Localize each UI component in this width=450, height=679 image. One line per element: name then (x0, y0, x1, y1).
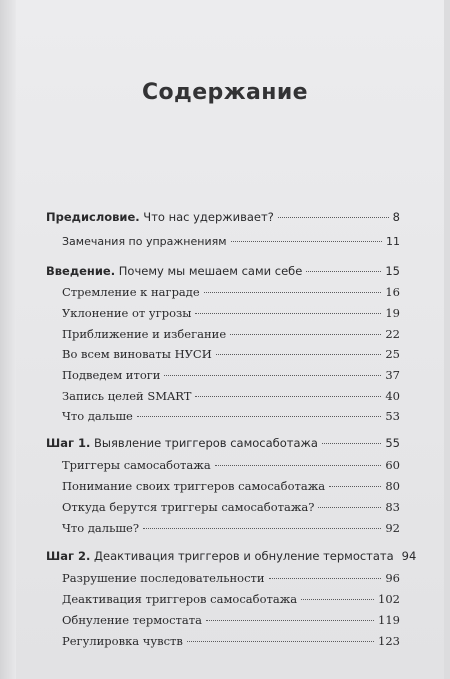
toc-entry-label-bold: Шаг 2. (46, 549, 91, 563)
dot-leader (215, 465, 382, 466)
toc-entry (62, 285, 400, 299)
toc-entry-label: Понимание своих триггеров самосаботажа (62, 479, 326, 493)
toc-page-number: 22 (385, 327, 400, 341)
toc-entry-label: Запись целей SMART (62, 389, 192, 403)
toc-page-number: 40 (385, 389, 400, 403)
toc-entry (62, 409, 400, 423)
toc-entry (62, 306, 400, 320)
dot-leader (329, 486, 381, 487)
toc-page-number: 60 (385, 458, 400, 472)
toc-entry-label: Стремление к награде (62, 285, 200, 299)
toc-page-number: 92 (385, 521, 400, 535)
toc-page-number: 80 (385, 479, 400, 493)
toc-page-number: 83 (385, 500, 400, 514)
dot-leader (278, 217, 389, 218)
dot-leader (231, 241, 382, 242)
toc-page-number: 55 (385, 436, 400, 450)
dot-leader (195, 313, 381, 314)
toc-entry (62, 634, 400, 648)
toc-entry (62, 571, 400, 585)
toc-entry-label: Деактивация триггеров и обнуление термостата (90, 549, 394, 563)
toc-entry-label: Выявление триггеров самосаботажа (90, 436, 318, 450)
toc-page-number: 8 (392, 210, 400, 224)
dot-leader (216, 354, 382, 355)
toc-entry-label: Что дальше? (62, 521, 139, 535)
dot-leader (195, 396, 381, 397)
toc-page-number: 123 (378, 634, 400, 648)
toc-entry (62, 368, 400, 382)
toc-page-number: 25 (385, 347, 400, 361)
toc-entry-label: Деактивация триггеров самосаботажа (62, 592, 298, 606)
toc-entry (62, 521, 400, 535)
dot-leader (269, 578, 382, 579)
toc-entry-step-2 (46, 549, 417, 563)
toc-entry-label: Что нас удерживает? (139, 210, 274, 224)
dot-leader (230, 334, 381, 335)
toc-entry-label: Уклонение от угрозы (62, 306, 192, 320)
dot-leader (143, 528, 381, 529)
toc-entry-preface (46, 210, 400, 224)
toc-entry-introduction (46, 264, 400, 278)
toc-page-number: 119 (378, 613, 400, 627)
dot-leader (206, 620, 374, 621)
toc-entry-label: Откуда берутся триггеры самосаботажа? (62, 500, 315, 514)
toc-entry-label: Во всем виноваты НУСИ (62, 347, 212, 361)
toc-entry-label: Обнуление термостата (62, 613, 202, 627)
toc-entry-label-bold: Введение. (46, 264, 116, 278)
toc-entry (62, 479, 400, 493)
page-title: Содержание (142, 80, 308, 105)
toc-page-number: 53 (385, 409, 400, 423)
toc-page-number: 19 (385, 306, 400, 320)
toc-page-number: 16 (385, 285, 400, 299)
toc-entry (62, 327, 400, 341)
toc-entry (62, 613, 400, 627)
toc-entry-label: Что дальше (62, 409, 133, 423)
toc-entry-label-bold: Предисловие. (46, 210, 140, 224)
toc-entry-label: Приближение и избегание (62, 327, 227, 341)
toc-page-number: 37 (385, 368, 400, 382)
toc-entry (62, 389, 400, 403)
dot-leader (137, 416, 382, 417)
toc-page-number: 94 (401, 549, 417, 563)
toc-entry-label: Почему мы мешаем сами себе (115, 264, 303, 278)
toc-page-number: 11 (386, 235, 400, 248)
toc-page-number: 15 (385, 264, 400, 278)
toc-entry (62, 458, 400, 472)
toc-page-number: 102 (378, 592, 400, 606)
dot-leader (187, 641, 374, 642)
toc-entry-label: Триггеры самосаботажа (62, 458, 211, 472)
dot-leader (318, 507, 381, 508)
toc-page-number: 96 (385, 571, 400, 585)
toc-entry (62, 500, 400, 514)
dot-leader (322, 443, 381, 444)
dot-leader (204, 292, 382, 293)
toc-entry (62, 235, 400, 248)
toc-entry-label: Замечания по упражнениям (62, 235, 227, 248)
toc-entry (62, 592, 400, 606)
toc-entry-label: Разрушение последовательности (62, 571, 265, 585)
toc-entry-label: Подведем итоги (62, 368, 161, 382)
toc-entry-step-1 (46, 436, 400, 450)
dot-leader (301, 599, 374, 600)
toc-entry-label-bold: Шаг 1. (46, 436, 91, 450)
dot-leader (164, 375, 381, 376)
toc-entry-label: Регулировка чувств (62, 634, 183, 648)
toc-entry (62, 347, 400, 361)
dot-leader (306, 271, 381, 272)
